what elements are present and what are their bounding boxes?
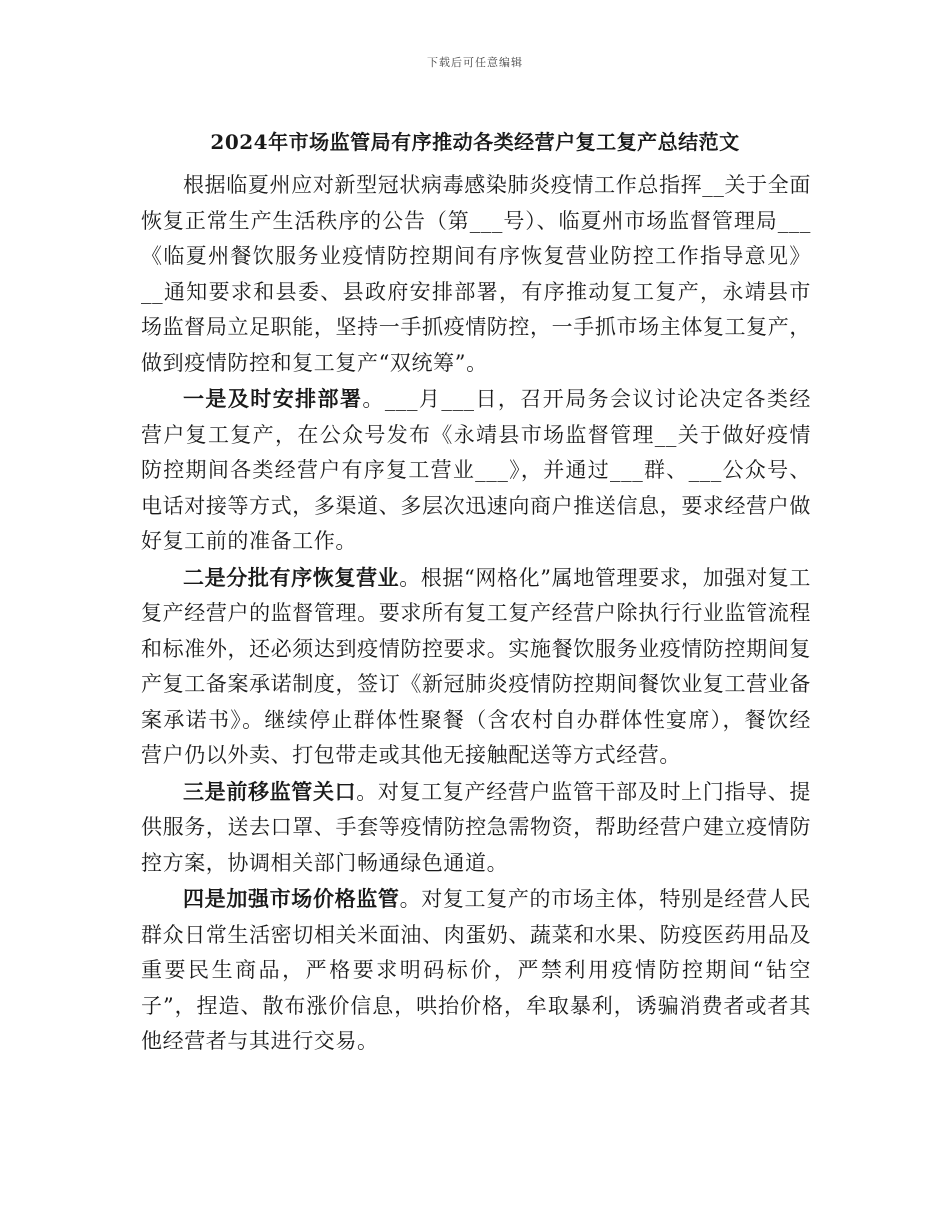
paragraph-point-1: [141, 381, 811, 560]
paragraph-intro: [141, 168, 811, 381]
paragraph-point-2-lead: 二是分批有序恢复营业: [183, 564, 400, 590]
paragraph-point-2-text: 。根据“网格化”属地管理要求，加强对复工复产经营户的监督管理。要求所有复工复产经营户除执行行业监管流程和标准外，还必须达到疫情防控要求。实施餐饮服务业疫情防控期间复产复工备案承诺制度，签订《新冠肺炎疫情防控期间餐饮业复工营业备案承诺书》。继续停止群体性聚餐（含农村自办群体性宴席），餐饮经营户仍以外卖、打包带走或其他无接触配送等方式经营。: [141, 565, 811, 767]
document-body: [141, 168, 811, 1060]
paragraph-point-1-lead: 一是及时安排部署: [183, 386, 363, 411]
paragraph-point-3: [141, 774, 811, 882]
paragraph-intro-text: 根据临夏州应对新型冠状病毒感染肺炎疫情工作总指挥__关于全面恢复正常生产生活秩序的公告（第___号）、临夏州市场监督管理局___《临夏州餐饮服务业疫情防控期间有序恢复营业防控工作指导意见》__通知要求和县委、县政府安排部署，有序推动复工复产，永靖县市场监督局立足职能，坚持一手抓疫情防控，一手抓市场主体复工复产，做到疫情防控和复工复产“双统筹”。: [141, 173, 811, 375]
paragraph-point-4: [141, 881, 811, 1060]
document-title: 2024年市场监管局有序推动各类经营户复工复产总结范文: [210, 130, 740, 154]
paragraph-point-4-text: 。对复工复产的市场主体，特别是经营人民群众日常生活密切相关米面油、肉蛋奶、蔬菜和水果、防疫医药用品及重要民生商品，严格要求明码标价，严禁利用疫情防控期间“钻空子”，捏造、散布涨价信息，哄抬价格，牟取暴利，诱骗消费者或者其他经营者与其进行交易。: [141, 887, 812, 1053]
paragraph-point-3-lead: 三是前移监管关口: [183, 778, 357, 804]
header-note: 下载后可任意编辑: [427, 56, 523, 69]
paragraph-point-2: [141, 560, 811, 774]
paragraph-point-3-text: 。对复工复产经营户监管干部及时上门指导、提供服务，送去口罩、手套等疫情防控急需物资，帮助经营户建立疫情防控方案，协调相关部门畅通绿色通道。: [141, 779, 811, 875]
paragraph-point-1-text: 。___月___日，召开局务会议讨论决定各类经营户复工复产，在公众号发布《永靖县市场监督管理__关于做好疫情防控期间各类经营户有序复工营业___》，并通过___群、___公众号、电话对接等方式，多渠道、多层次迅速向商户推送信息，要求经营户做好复工前的准备工作。: [141, 387, 811, 553]
paragraph-point-4-lead: 四是加强市场价格监管: [183, 886, 400, 911]
